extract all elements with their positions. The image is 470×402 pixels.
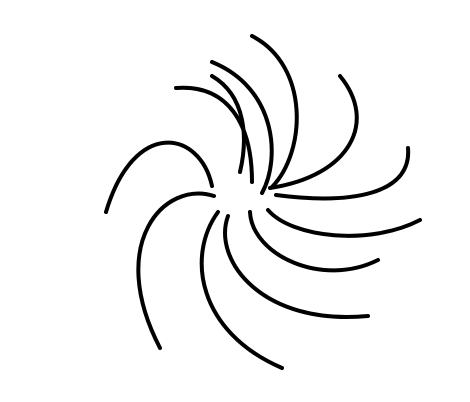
spiral-arm — [268, 210, 420, 236]
spiral-arms — [106, 36, 420, 368]
spiral-arm — [225, 216, 368, 317]
spiral-arm — [252, 36, 297, 187]
spiral-arm — [106, 143, 212, 212]
spiral-arm — [250, 212, 378, 270]
spiral-arm — [202, 212, 282, 368]
